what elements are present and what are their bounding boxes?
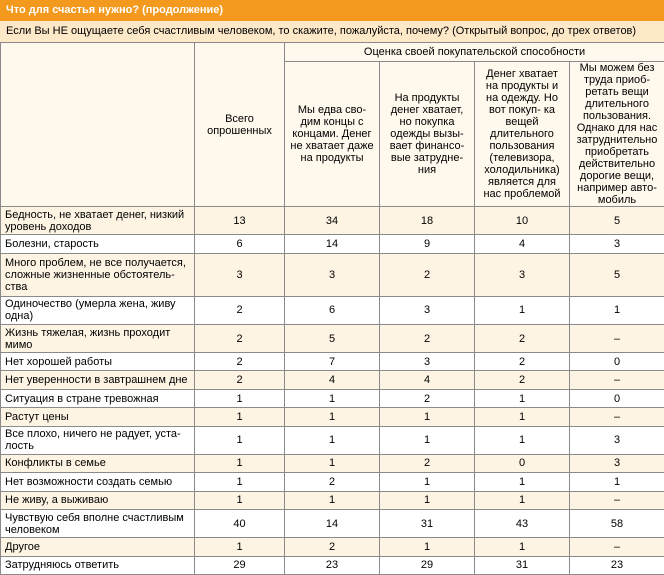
question-text: Если Вы НЕ ощущаете себя счастливым человеком, то скажите, пожалуйста, почему? (Открытый вопрос, до трех ответов) [0,21,664,42]
row-value: 3 [380,296,475,324]
row-value: 1 [475,389,570,407]
row-label: Чувствую себя вполне счастливым человеком [1,509,195,537]
row-value: 4 [475,235,570,253]
row-value: 1 [195,473,285,491]
table-row [1,454,664,472]
row-value: 58 [570,509,664,537]
row-value: 1 [285,454,380,472]
row-value: 1 [195,454,285,472]
table-row [1,389,664,407]
row-value: – [570,371,664,389]
table-row [1,253,664,296]
row-value: 7 [285,353,380,371]
row-value: 1 [195,408,285,426]
row-value: 23 [570,556,664,575]
header-col-1: Мы едва сво- дим концы с концами. Денег не хватает даже на продукты [285,62,380,207]
row-value: 29 [195,556,285,575]
row-value: 31 [380,509,475,537]
row-value: 3 [380,353,475,371]
table-row [1,353,664,371]
row-value: 2 [380,253,475,296]
row-value: 1 [475,491,570,509]
row-value: 3 [195,253,285,296]
row-value: 1 [570,473,664,491]
row-value: 2 [475,371,570,389]
table-body [1,207,664,575]
row-value: 2 [380,454,475,472]
survey-table [0,42,664,575]
row-value: 2 [195,353,285,371]
row-label: Бедность, не хватает денег, низкий уровень доходов [1,207,195,235]
row-value: 3 [570,454,664,472]
row-value: 3 [285,253,380,296]
row-value: 2 [285,538,380,556]
row-value: 2 [380,324,475,352]
table-row [1,235,664,253]
row-value: 1 [570,296,664,324]
row-value: – [570,491,664,509]
row-label: Нет возможности создать семью [1,473,195,491]
row-value: 23 [285,556,380,575]
table-row [1,491,664,509]
header-corner [1,43,195,207]
row-value: 4 [285,371,380,389]
row-value: 3 [570,426,664,454]
row-value: 1 [475,426,570,454]
row-value: 18 [380,207,475,235]
row-label: Нет уверенности в завтрашнем дне [1,371,195,389]
row-value: 6 [285,296,380,324]
row-value: 0 [570,353,664,371]
row-value: 1 [285,408,380,426]
row-value: 1 [195,389,285,407]
row-value: 1 [195,491,285,509]
row-value: 3 [570,235,664,253]
row-value: 40 [195,509,285,537]
row-value: 1 [380,491,475,509]
row-value: 2 [285,473,380,491]
row-label: Все плохо, ничего не радует, уста- лость [1,426,195,454]
row-label: Одиночество (умерла жена, живу одна) [1,296,195,324]
row-label: Много проблем, не все получается, сложные жизненные обстоятель- ства [1,253,195,296]
row-label: Другое [1,538,195,556]
row-value: 1 [285,426,380,454]
row-value: 5 [285,324,380,352]
row-value: 34 [285,207,380,235]
row-value: 1 [195,538,285,556]
row-label: Затрудняюсь ответить [1,556,195,575]
row-value: 3 [475,253,570,296]
header-col-3: Денег хватает на продукты и на одежду. Но вот покуп- ка вещей длительного пользования (телевизора, холодильника) является для нас проблемой [475,62,570,207]
page-title: Что для счастья нужно? (продолжение) [0,0,664,21]
row-value: – [570,408,664,426]
row-value: 14 [285,235,380,253]
table-row [1,207,664,235]
table-row [1,296,664,324]
row-value: 9 [380,235,475,253]
row-value: 14 [285,509,380,537]
row-value: 1 [285,491,380,509]
table-row [1,473,664,491]
row-value: – [570,538,664,556]
table-row [1,538,664,556]
row-value: 10 [475,207,570,235]
row-value: 2 [195,296,285,324]
row-value: 5 [570,253,664,296]
table-row [1,426,664,454]
row-value: 1 [380,538,475,556]
row-value: 2 [475,324,570,352]
table-row [1,509,664,537]
row-value: 0 [475,454,570,472]
row-value: 1 [475,408,570,426]
row-value: 5 [570,207,664,235]
row-value: 2 [195,324,285,352]
row-value: 43 [475,509,570,537]
table-row [1,556,664,575]
row-value: 1 [475,296,570,324]
row-value: 31 [475,556,570,575]
row-value: 1 [380,408,475,426]
table-row [1,371,664,389]
header-total: Всего опрошенных [195,43,285,207]
row-value: 1 [195,426,285,454]
row-value: 1 [380,426,475,454]
row-value: 2 [380,389,475,407]
row-value: 6 [195,235,285,253]
row-value: 0 [570,389,664,407]
row-value: 4 [380,371,475,389]
row-value: 1 [475,538,570,556]
row-value: – [570,324,664,352]
header-col-2: На продукты денег хватает, но покупка одежды вызы- вает финансо- вые затрудне- ния [380,62,475,207]
row-label: Не живу, а выживаю [1,491,195,509]
row-value: 2 [195,371,285,389]
table-row [1,408,664,426]
row-label: Нет хорошей работы [1,353,195,371]
row-value: 29 [380,556,475,575]
row-value: 13 [195,207,285,235]
row-label: Растут цены [1,408,195,426]
table-row [1,324,664,352]
header-col-4: Мы можем без труда приоб- ретать вещи длительного пользования. Однако для нас затруднительно приобретать действительно дорогие вещи, например авто- мобиль [570,62,664,207]
row-value: 1 [285,389,380,407]
row-label: Ситуация в стране тревожная [1,389,195,407]
row-label: Болезни, старость [1,235,195,253]
row-value: 1 [475,473,570,491]
row-label: Жизнь тяжелая, жизнь проходит мимо [1,324,195,352]
row-value: 1 [380,473,475,491]
header-group: Оценка своей покупательской способности [285,43,664,62]
row-value: 2 [475,353,570,371]
row-label: Конфликты в семье [1,454,195,472]
